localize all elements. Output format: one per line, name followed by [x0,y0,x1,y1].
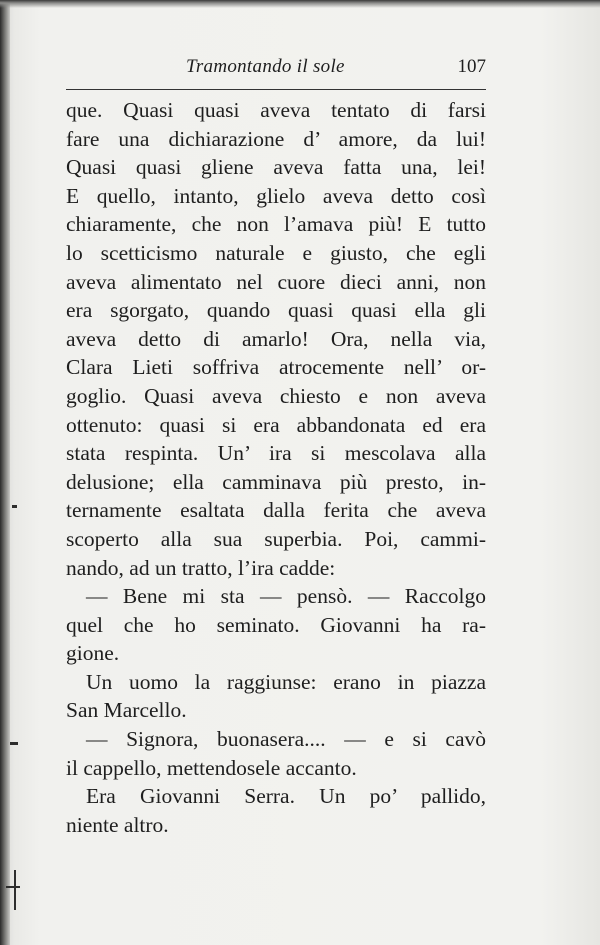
text-line: aveva detto di amarlo! Ora, nella via, [66,326,486,351]
text-line: niente altro. [66,812,169,837]
text-line: stata respinta. Un’ ira si mescolava alla [66,441,486,466]
margin-speck [12,505,17,508]
text-line: ottenuto: quasi si era abbandonata ed era [66,412,486,437]
text-line: Un uomo la raggiunse: erano in piazza [86,669,486,694]
page-top-edge [0,0,600,8]
text-line: que. Quasi quasi aveva tentato di farsi [66,98,486,122]
text-line: goglio. Quasi aveva chiesto e non aveva [66,383,486,408]
text-line: Clara Lieti soffriva atrocemente nell’ or- [66,355,486,380]
text-line: gione. [66,641,120,666]
margin-speck [10,742,18,745]
text-line: scoperto alla sua superbia. Poi, cammi- [66,526,486,551]
text-line: nando, ad un tratto, l’ira cadde: [66,555,336,580]
margin-speck [6,886,20,888]
running-title: Tramontando il sole [186,56,345,77]
text-line: quel che ho seminato. Giovanni ha ra- [66,612,486,637]
text-line: E quello, intanto, glielo aveva detto così [66,183,486,208]
text-line: il cappello, mettendosele accanto. [66,755,357,780]
header-rule [66,89,486,90]
margin-speck [14,870,16,910]
page-gutter-shadow [0,0,10,945]
page-number: 107 [457,56,486,77]
text-line: lo scetticismo naturale e giusto, che egli [66,240,486,265]
text-line: San Marcello. [66,698,187,723]
text-line: Era Giovanni Serra. Un po’ pallido, [86,784,486,809]
text-line: era sgorgato, quando quasi quasi ella gli [66,298,486,323]
text-line: ternamente esaltata dalla ferita che aveva [66,498,486,523]
text-line: fare una dichiarazione d’ amore, da lui! [66,126,486,151]
body-text [66,96,486,839]
text-line: Quasi quasi gliene aveva fatta una, lei! [66,155,486,180]
text-line: aveva alimentato nel cuore dieci anni, non [66,269,486,294]
text-line: delusione; ella camminava più presto, in- [66,469,486,494]
text-line: — Signora, buonasera.... — e si cavò [86,727,486,752]
running-header [66,52,486,84]
text-line: — Bene mi sta — pensò. — Raccolgo [86,584,486,609]
text-line: chiaramente, che non l’amava più! E tutto [66,212,486,237]
